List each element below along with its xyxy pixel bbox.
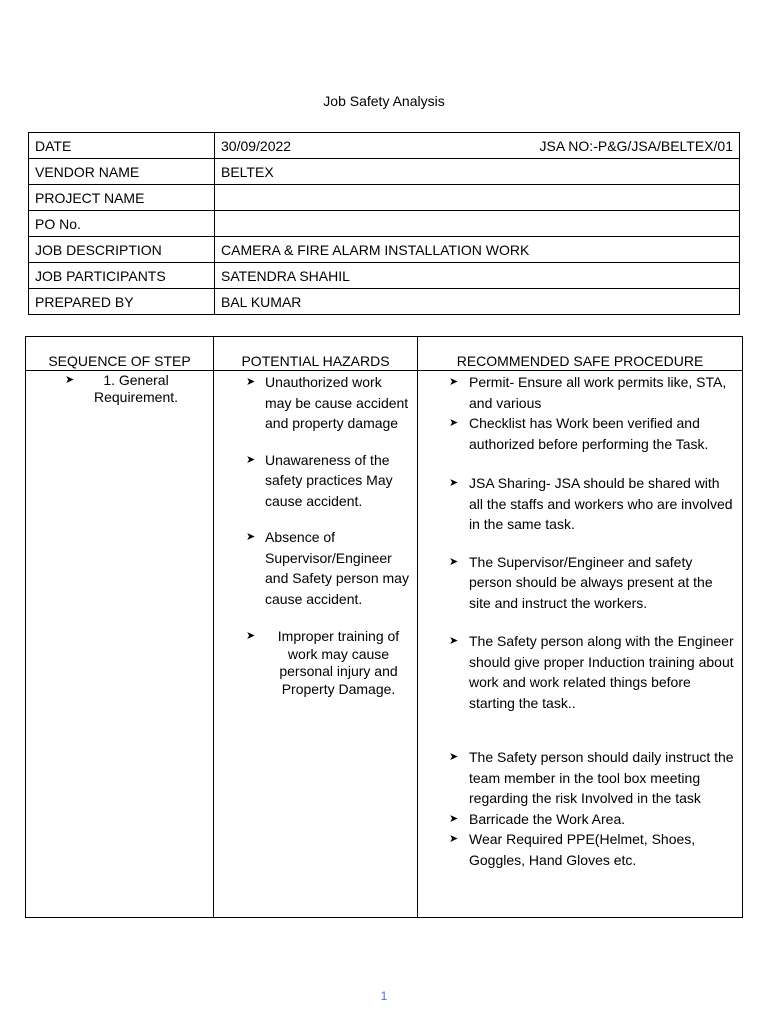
- list-item: [215, 450, 416, 512]
- table-row: [29, 185, 740, 211]
- procedure-text: The Safety person should daily instruct the team member in the tool box meeting regarding the risk Involved in the task: [469, 749, 734, 806]
- page-number: 1: [380, 989, 388, 1003]
- hazard-text: Unawareness of the safety practices May cause accident.: [265, 451, 393, 509]
- list-item: [419, 747, 741, 809]
- job-info-table: [28, 132, 740, 315]
- list-item: [419, 631, 741, 713]
- arrowhead-bullet-icon: ➤: [449, 812, 459, 825]
- procedure-text: The Safety person along with the Engineer should give proper Induction training about work and work related things before starting the task..: [469, 633, 734, 711]
- po-label: PO No.: [29, 211, 215, 237]
- vendor-label: VENDOR NAME: [29, 159, 215, 185]
- list-item: [419, 829, 741, 870]
- table-row: [29, 211, 740, 237]
- list-item: [215, 628, 416, 698]
- header-sequence-of-step: SEQUENCE OF STEP: [26, 337, 214, 371]
- job-description-value: CAMERA & FIRE ALARM INSTALLATION WORK: [215, 237, 740, 263]
- table-row: [29, 237, 740, 263]
- document-title: Job Safety Analysis: [323, 93, 445, 109]
- list-item: [419, 372, 741, 413]
- arrowhead-bullet-icon: ➤: [449, 635, 459, 647]
- hazard-text: Absence of Supervisor/Engineer and Safety person may cause accident.: [265, 529, 409, 607]
- arrowhead-bullet-icon: ➤: [246, 376, 256, 388]
- project-label: PROJECT NAME: [29, 185, 215, 211]
- jsa-number: JSA NO:-P&G/JSA/BELTEX/01: [539, 137, 733, 154]
- hazard-text: Unauthorized work may be cause accident and property damage: [265, 374, 409, 431]
- list-item: [419, 809, 741, 830]
- hazards-cell: [214, 371, 418, 918]
- job-participants-label: JOB PARTICIPANTS: [29, 263, 215, 289]
- vendor-value: BELTEX: [215, 159, 740, 185]
- table-row: [29, 159, 740, 185]
- arrowhead-bullet-icon: ➤: [449, 417, 459, 429]
- table-row: [26, 371, 743, 918]
- list-item: [419, 552, 741, 614]
- step-text: 1. General Requirement.: [93, 372, 179, 405]
- header-recommended-safe-procedure: RECOMMENDED SAFE PROCEDURE: [418, 337, 743, 371]
- table-row: [29, 289, 740, 315]
- list-item: [215, 527, 416, 609]
- arrowhead-bullet-icon: ➤: [246, 630, 256, 642]
- job-participants-value: SATENDRA SHAHIL: [215, 263, 740, 289]
- arrowhead-bullet-icon: ➤: [246, 453, 256, 466]
- list-item: [215, 372, 416, 434]
- procedure-text: Barricade the Work Area.: [469, 810, 626, 827]
- procedure-text: Checklist has Work been verified and authorized before performing the Task.: [469, 415, 709, 452]
- arrowhead-bullet-icon: ➤: [449, 376, 459, 388]
- table-header-row: [26, 337, 743, 371]
- arrowhead-bullet-icon: ➤: [246, 531, 256, 543]
- procedure-text: JSA Sharing- JSA should be shared with all the staffs and workers who are involved in the same task.: [469, 475, 733, 532]
- prepared-by-label: PREPARED BY: [29, 289, 215, 315]
- jsa-table: [25, 336, 743, 918]
- header-potential-hazards: POTENTIAL HAZARDS: [214, 337, 418, 371]
- date-cell: [215, 133, 740, 159]
- arrowhead-bullet-icon: ➤: [449, 833, 459, 845]
- list-item: [419, 413, 741, 454]
- arrowhead-bullet-icon: ➤: [449, 751, 459, 763]
- arrowhead-bullet-icon: ➤: [449, 477, 459, 489]
- arrowhead-bullet-icon: ➤: [449, 555, 459, 568]
- list-item: [65, 372, 191, 406]
- list-item: [419, 473, 741, 535]
- hazard-text: Improper training of work may cause personal injury and Property Damage.: [277, 628, 400, 697]
- date-label: DATE: [29, 133, 215, 159]
- prepared-by-value: BAL KUMAR: [215, 289, 740, 315]
- table-row: [29, 133, 740, 159]
- procedure-text: The Supervisor/Engineer and safety person should be always present at the site and instruct the workers.: [469, 553, 713, 611]
- sequence-cell: [26, 371, 214, 918]
- job-description-label: JOB DESCRIPTION: [29, 237, 215, 263]
- table-row: [29, 263, 740, 289]
- po-value: [215, 211, 740, 237]
- procedure-text: Wear Required PPE(Helmet, Shoes, Goggles, Hand Gloves etc.: [469, 831, 696, 868]
- procedure-text: Permit- Ensure all work permits like, STA, and various: [469, 374, 727, 411]
- date-value: 30/09/2022: [221, 137, 292, 154]
- project-value: [215, 185, 740, 211]
- arrowhead-bullet-icon: ➤: [65, 374, 75, 386]
- procedures-cell: [418, 371, 743, 918]
